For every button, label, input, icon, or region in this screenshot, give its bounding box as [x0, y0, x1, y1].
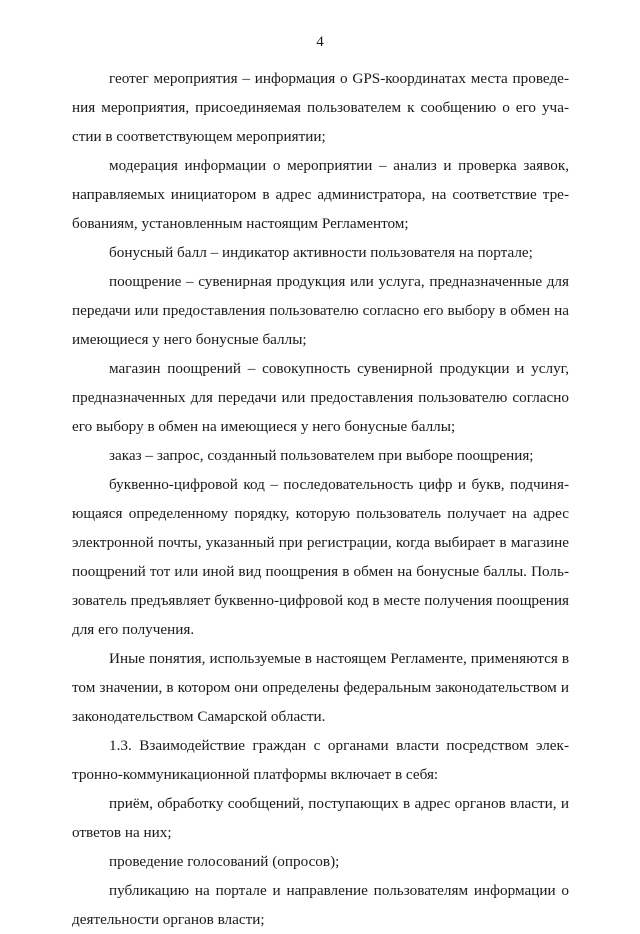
list-item-publication: публикацию на портале и направление пользователям информации о деятельности органов власти;: [72, 882, 569, 928]
definition-order: заказ – запрос, созданный пользователем при выборе поощрения;: [109, 447, 534, 464]
document-body: [72, 64, 569, 934]
list-item-voting: проведение голосований (опросов);: [109, 853, 340, 870]
section-1-3-paragraph: 1.3. Взаимодействие граждан с органами власти посредством электронно-коммуникационной платформы включает в себя:: [72, 737, 569, 783]
definition-bonus-point: бонусный балл – индикатор активности пользователя на портале;: [109, 244, 533, 261]
definition-reward: поощрение – сувенирная продукция или услуга, предназначенные для передачи или предоставления пользователю согласно его выбору в обмен на имеющиеся у него бонусные баллы;: [72, 273, 569, 348]
page-number: 4: [316, 34, 324, 50]
definition-alphanumeric-code: буквенно-цифровой код – последовательность цифр и букв, подчиняющаяся определенному порядку, которую пользователь получает на адрес электронной почты, указанный при регистрации, когда выбирает в магазине поощрений тот или иной вид поощрения в обмен на бонусные баллы. Пользователь предъявляет буквенно-цифровой код в месте получения поощрения для его получения.: [72, 476, 569, 638]
definition-moderation: модерация информации о мероприятии – анализ и проверка заявок, направляемых инициатором в адрес администратора, на соответствие требованиям, установленным настоящим Регламентом;: [72, 157, 569, 232]
list-item-messages: приём, обработку сообщений, поступающих в адрес органов власти, и ответов на них;: [72, 795, 569, 841]
definition-reward-shop: магазин поощрений – совокупность сувенирной продукции и услуг, предназначенных для передачи или предоставления пользователю согласно его выбору в обмен на имеющиеся у него бонусные баллы;: [72, 360, 569, 435]
definition-geotag: геотег мероприятия – информация о GPS-координатах места проведения мероприятия, присоединяемая пользователем к сообщению о его участии в соответствующем мероприятии;: [72, 70, 569, 145]
other-terms-paragraph: Иные понятия, используемые в настоящем Регламенте, применяются в том значении, в котором они определены федеральным законодательством и законодательством Самарской области.: [72, 650, 569, 725]
